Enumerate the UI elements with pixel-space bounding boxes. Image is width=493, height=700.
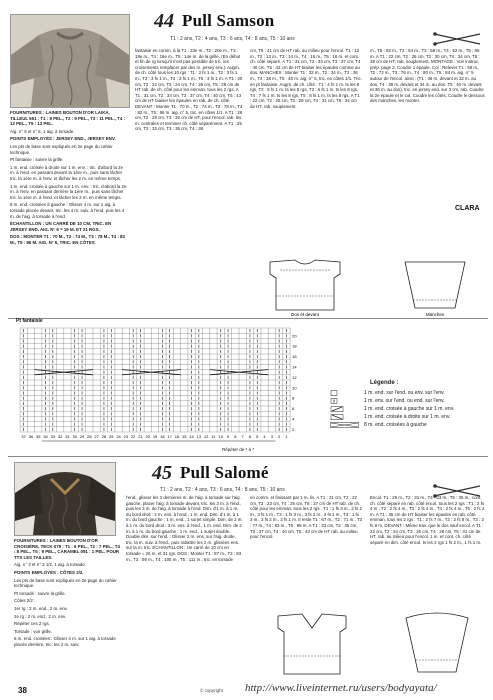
- chart-col-number: 21: [138, 434, 143, 439]
- chart-col-number: 26: [101, 434, 107, 439]
- instructions-column-2: l'end., glisser les 3 dernières m. de l'aig. à torsade sur l'aig. gauche, placer l'aig. à torsade devant, tric. les 3 m. à l'end., puis les 3 m. de l'aig. à torsade à l'end. Dim. d'1 m. à 1 m. du bord droit : 2 m. ens. à l'end., 1 m. end. Dim. d'1 m. à 1 m. du bord gauche : 1 m. end., 1 surjet simple. Dim. de 2 m. à 1 m. du bord droit : 3 m. ens. à l'end., 1 m. end. Dim. de 2 m. à 1 m. du bord gauche : 1 m. end., 1 surjet double. Double dim. sur l'end. : Glisser 2 m. ens. sur l'aig. droite, tric. la m. suiv. à l'end., puis rabattre les 2 m. glissées ens. sur la m. tric. ÉCHANTILLON : Un carré de 10 cm en torsade = 26 m. et 31 rgs. DOS : Monter T1 : 87 m., T2 : 93 m., T3 : 99 m., T4 : 105 m., T5 : 111 m., tric. en torsade: [126, 495, 243, 562]
- chart-row-number: 6: [292, 406, 295, 412]
- instruction-paragraph: POINTS EMPLOYÉS : CÔTES 2/2.: [14, 569, 84, 575]
- sleeve-schematic: [385, 256, 485, 318]
- repeat-label: Répéter de * à *: [222, 447, 255, 452]
- schematic-label-front: Dos et devant: [291, 312, 319, 317]
- instruction-paragraph: 6 m. end. croisées : Glisser 4 m. sur 1 aig. à torsade placée derrière, tric. les 2 m. suiv.: [14, 636, 116, 647]
- body-schematic: [250, 256, 360, 318]
- chart-col-number: 5: [256, 434, 259, 439]
- watermark-url[interactable]: http://www.liveinternet.ru/users/bodyayata/: [245, 682, 437, 694]
- legend-item: 1 m. end. sur l'end. ou env. sur l'env.: [330, 389, 490, 397]
- instruction-paragraph: Les pts de base sont expliqués en 2e page du cahier technique.: [14, 577, 117, 589]
- chart-col-number: 34: [43, 434, 48, 439]
- chart-row-number: 2: [292, 426, 295, 432]
- chart-col-number: 33: [50, 434, 56, 439]
- instruction-paragraph: Aig. n° 3 et n° 3 1/2, 1 aig. à torsade.: [14, 562, 86, 568]
- chart-col-number: 7: [241, 434, 244, 439]
- pattern-header-45: [148, 462, 269, 484]
- pattern-number: 45: [152, 461, 172, 484]
- instruction-paragraph: 1 m. end. croisée à gauche sur 1 m. env. : tric. d'abord la 2e m. à l'env. en passant derrière la 1ère m., puis sans lâcher tric. la 1ère m. à l'end. et lâcher les 2 m. en même temps.: [10, 183, 127, 200]
- chart-col-number: 25: [109, 434, 114, 439]
- sweater-photo: [10, 14, 130, 108]
- chart-col-number: 9: [226, 434, 230, 439]
- divider: [8, 456, 488, 457]
- chart-col-number: 17: [167, 434, 172, 439]
- instruction-paragraph: DOS : MONTER T1 : 70 M., T2 : 74 M., T3 : 78 M., T4 : 82 M., T5 : 86 M. AIG. N° 5, TRIC. EN CÔTES: [10, 234, 125, 245]
- schematic-label-sleeve: Manches: [425, 312, 445, 317]
- legend-item: 8 m. end. croisées à gauche: [330, 421, 490, 429]
- chart-col-number: 4: [263, 434, 266, 439]
- instruction-paragraph: Pt fantaisie : suivre la grille.: [10, 157, 64, 163]
- instruction-paragraph: Les pts de base sont expliqués en 2e page du cahier technique.: [10, 143, 113, 155]
- chart-col-number: 6: [248, 434, 252, 439]
- instruction-paragraph: POINTS EMPLOYÉS : JERSEY END., JERSEY ENV.: [10, 136, 116, 142]
- chart-col-number: 18: [160, 434, 165, 439]
- chart-col-number: 23: [123, 434, 129, 439]
- chart-col-number: 29: [79, 434, 85, 439]
- pattern-title: Pull Samson: [182, 11, 275, 30]
- page-footer: [0, 682, 493, 700]
- chart-col-number: 20: [145, 434, 150, 439]
- chart-col-number: 22: [130, 434, 136, 439]
- copyright: © copyright: [200, 688, 223, 693]
- instructions-column-1: [10, 110, 128, 315]
- instruction-paragraph: Répéter ces 2 rgs.: [14, 621, 50, 627]
- chart-col-number: 1: [285, 434, 288, 439]
- instruction-paragraph: ÉCHANTILLON : UN CARRÉ DE 10 CM, TRIC. EN JERSEY END. AIG. N° 6 = 19 M. ET 21 RGS.: [10, 221, 112, 232]
- instructions-column-2: fantaisie en comm. à la T1 : 23e m., T2 : 20e m., T3 : 18e m., T4 : 16e m., T5 : 14e m. de la grille. (En début et fin de rg lorsqu'il n'est pas possible de tric. les croisements remplacer par des m. jersey env.). Augm. de ch. côté tous les 10 rgs : T1 : 2 fs 1 m., T2 : 3 fs 1 m., T3 : 3 fs 1 m., T4 : 3 fs 1 m., T5 : 3 fs 1 m. A T1 : 20 cm, T2 : 22 cm, T3 : 24 cm, T4 : 26 cm, T5 : 28 cm de HT rab. de ch. côté pour les emman. tous les 2 rgs. A T1 : 31 cm, T2 : 34 cm, T3 : 37 cm, T4 : 40 cm, T5 : 43 cm de HT biaiser les épaules en rab. de ch. côté. DEVANT : Monter T1 : 70 m., T2 : 74 m., T3 : 78 m., T4 : 82 m., T5 : 86 m. aig. n° 5, tric. en côtes 1/1. A T1 : 26 cm, T2 : 29 cm, T3 : 32 cm de HT, pour l'encol. rab. les m. centrales et terminer ch. côté séparément. A T1 : 29 cm, T2 : 32 cm, T3 : 35 cm, T4 : 38: [135, 48, 243, 132]
- chart-col-number: 14: [189, 434, 194, 439]
- chart-row-number: 20: [292, 333, 297, 339]
- instruction-paragraph: FOURNITURES : LAINES BOUTON D'OR LAIKA, TILLEUL 561 : T1 : 8 PEL., T2 : 9 PEL., T3 : 11 PEL., T4 : 12 PEL., T5 : 13 PEL.: [10, 110, 126, 127]
- legend-title: Légende :: [370, 380, 399, 386]
- chart-grid: [14, 322, 300, 447]
- legend-item: 1 m. end. croisée à droite sur 1 m. env.: [330, 413, 490, 421]
- chart-col-number: 37: [21, 434, 26, 439]
- chart-col-number: 2: [278, 434, 281, 439]
- sleeve-schematic: [392, 610, 482, 680]
- needles-icon: [432, 28, 482, 48]
- chart-col-number: 12: [203, 434, 209, 439]
- instruction-paragraph: Torsade : voir grille.: [14, 628, 53, 634]
- chart-row-number: 8: [292, 395, 295, 401]
- instruction-paragraph: Pt torsadé : suivre la grille.: [14, 590, 66, 596]
- chart-col-number: 10: [218, 434, 223, 439]
- chart-row-number: 4: [292, 416, 295, 422]
- chart-col-number: 11: [211, 434, 216, 439]
- legend-item: 1 m. end. croisée à gauche sur 1 m. env.: [330, 405, 490, 413]
- chart-col-number: 15: [182, 434, 187, 439]
- chart-row-number: 14: [292, 364, 297, 370]
- chart-col-number: 30: [72, 434, 77, 439]
- page-number: 38: [18, 686, 27, 695]
- sweater-photo: [14, 462, 116, 536]
- legend: [290, 380, 490, 429]
- chart-col-number: 35: [36, 434, 41, 439]
- chart-row-number: 10: [292, 385, 297, 391]
- body-schematic: [262, 610, 362, 680]
- chart-col-number: 27: [94, 434, 99, 439]
- pattern-number: 44: [154, 9, 174, 32]
- chart-col-number: 8: [234, 434, 237, 439]
- chart-title: Pt fantaisie: [16, 318, 43, 324]
- chart-row-number: 16: [292, 354, 297, 360]
- instruction-paragraph: 8 m. end. croisées à gauche : Glisser 4 m. sur 1 aig. à torsade placée devant, tric. les 4 m. suiv. à l'end. puis les 4 m. de l'aig. à torsade à l'end.: [10, 202, 125, 219]
- chart-col-number: 19: [152, 434, 158, 439]
- chart-col-number: 28: [87, 434, 92, 439]
- chart-col-number: 16: [174, 434, 180, 439]
- chart-col-number: 31: [65, 434, 70, 439]
- divider: [8, 318, 488, 319]
- instruction-paragraph: Aig. n° 5 et n° 6, 1 aig. à torsade.: [10, 128, 75, 134]
- chart-col-number: 36: [28, 434, 34, 439]
- instruction-paragraph: 1er rg : 2 m. end., 2 m. env.: [14, 605, 68, 611]
- instructions-column-3: en comm. et finissant par 1 m. lis. A T1 : 21 cm, T2 : 22 cm, T3 : 23 cm, T4 : 25 cm, T5 : 27 cm de HT rab. de ch. côté pour les emman. tous les 2 rgs : T1 : 1 fs 3 m., 2 fs 2 m., 3 fs 1 m., T2 : 1 fs 3 m., 3 fs 2 m., 2 fs 1 m., T3 : 1 fs 3 m., 3 fs 2 m., 3 fs 1 m. Il reste T1 : 67 m., T2 : 71 m., T3 : 77 m., T4 : 83 m., T5 : 85 m. A T1 : 33 cm, T2 : 35 cm, T3 : 37 cm, T4 : 40 cm, T5 : 43 cm de HT rab. au milieu pour l'encol.: [250, 495, 362, 540]
- instructions-column-1: [14, 538, 120, 682]
- chart-row-number: 12: [292, 374, 297, 380]
- sizes-line: T1 : 2 ans, T2 : 4 ans, T3 : 6 ans, T4 : 8 ans, T5 : 10 ans: [170, 36, 295, 42]
- instruction-paragraph: 2e rg : 2 m. end., 2 m. env.: [14, 613, 67, 619]
- instruction-paragraph: FOURNITURES : LAINES BOUTON D'OR CROISIÈRE, TECK 079 : T1 : 6 PEL., T2 : 7 PEL., T4 : 8 PEL., T5 : 9 PEL., CARAMEL 091 : 1 PEL. POUR TTS LES TAILLES.: [14, 538, 120, 560]
- sizes-line: T1 : 2 ans, T2 : 4 ans, T3 : 6 ans, T4 : 8 ans, T5 : 10 ans: [160, 487, 285, 493]
- instruction-paragraph: 1 m. end. croisée à droite sur 1 m. env. : tric. d'abord la 2e m. à l'end. en passant devant la 1ère m., puis sans lâcher tric. la 1ère m. à l'env. et lâcher les 2 m. en même temps.: [10, 164, 124, 181]
- instructions-column-3: cm, T5 : 41 cm de HT rab. au milieu pour l'encol. T1 : 12 m., T2 : 13 m., T3 : 14 m., T4 : 15 m., T5 : 16 m. et cont. ch. côté séparé. A T1 : 31 cm, T2 : 34 cm, T3 : 37 cm, T4 : 40 cm, T5 : 43 cm de HT biaiser les épaules comme au dos. MANCHES : Monter T1 : 32 m., T2 : 34 m., T3 : 36 m., T4 : 38 m., T5 : 40 m. aig. n° 5, tric. en côtes 1/1. Tric. en pt fantaisie. Augm. de ch. côté : T1 : 4 fs 1 m. ts les 8 rgs, T2 : 5 fs 1 m. ts les 8 rgs, T3 : 6 fs 1 m. ts les 8 rgs, T4 : 7 fs 1 m. ts les 8 rgs, T5 : 8 fs 1 m. ts les 8 rgs. A T1 : 22 cm, T2 : 25 cm, T3 : 28 cm, T4 : 31 cm, T5 : 34 cm de HT, rab. souplement.: [250, 48, 362, 109]
- knitting-chart: [14, 322, 300, 447]
- chart-col-number: 32: [57, 434, 63, 439]
- chart-col-number: 24: [116, 434, 121, 439]
- pattern-title: Pull Salomé: [180, 463, 269, 482]
- signature: CLARA: [455, 205, 480, 212]
- legend-item: 1 m. env. sur l'end. ou end. sur l'env.: [330, 397, 490, 405]
- chart-col-number: 3: [270, 434, 273, 439]
- chart-row-number: 18: [292, 343, 297, 349]
- instructions-column-4: Encol. T1 : 29 m., T2 : 31 m., T4 : 33 m., T5 : 35 m., cont. ch. côté séparé en rab. côté encol. tous les 2 rgs : T1 : 2 fs 4 m., T2 : 2 fs 4 m., T3 : 2 fs 4 m., T4 : 2 fs 4 m., T5 : 2 fs 4 m. A T1 : 35 cm de HT biaiser les épaules en rab. côté emman. tous les 2 rgs : T1 : 2 fs 7 m., T2 : 2 fs 8 m., T3 : 2 fs 9 m. DEVANT : Même trav. que le dos sauf encol. A T1 : 22 cm, T2 : 24 cm, T3 : 26 cm, T4 : 28 cm, T5 : 31 cm de HT, rab. au milieu pour l'encol. 1 m. et cont. ch. côté séparé en dim. côté encol. ts les 2 rgs 1 fs 2 m., 1 fs 1 m.: [370, 495, 485, 545]
- instruction-paragraph: Côtes 2/2 :: [14, 598, 36, 604]
- pattern-header-44: [150, 10, 274, 32]
- instructions-column-4: m., T5 : 92 m., T2 : 54 m., T3 : 58 m., T4 : 62 m., T5 : 66 m. A T1 : 22 cm, T2 : 26 cm, T3 : 30 cm, T4 : 34 cm, T5 : 38 cm de HT, rab. souplement. MONTAGE : Voir instruc. prép. page 2. Coudre 1 épaule. Col : Relever T1 : 68 m., T2 : 72 m., T3 : 76 m., T4 : 80 m., T5 : 84 m. aig. n° 5 autour de l'encol. ainsi : (T1 : 36 m. devant et 32 m. au dos, T4 : 38 m. devant et 34 m. au dos. T5 : 40 m. devant et 36 m. au dos), tric. en jersey end. sur 3 cm, rab. Coudre la 2e épaule et le col. Coudre les côtés. Coudre le dessous des manches, les monter.: [370, 48, 485, 104]
- chart-col-number: 13: [196, 434, 202, 439]
